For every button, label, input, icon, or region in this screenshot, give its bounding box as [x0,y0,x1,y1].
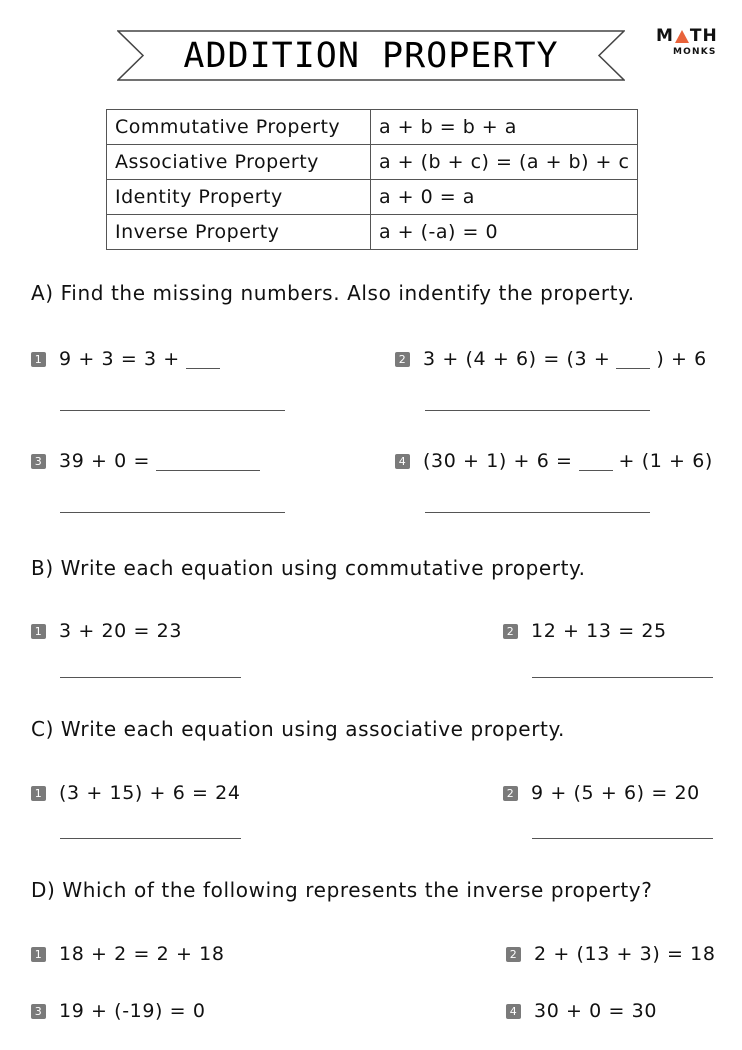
number-badge: 1 [31,624,46,639]
worksheet-title: ADDITION PROPERTY [183,35,559,76]
question-a4 [395,450,713,472]
number-badge: 3 [31,454,46,469]
number-badge: 1 [31,352,46,367]
property-rule: a + b = b + a [371,110,638,145]
question-text: 12 + 13 = 25 [531,620,667,642]
question-text-after: ) + 6 [656,348,707,370]
property-name: Associative Property [107,145,371,180]
fill-in-blank[interactable] [579,452,613,471]
answer-line[interactable] [532,838,713,839]
answer-line[interactable] [60,512,285,513]
answer-line[interactable] [425,512,650,513]
option-text: 30 + 0 = 30 [534,1000,658,1022]
answer-line[interactable] [425,410,650,411]
question-text: (30 + 1) + 6 = [423,450,573,472]
property-name: Commutative Property [107,110,371,145]
number-badge: 4 [395,454,410,469]
question-text: (3 + 15) + 6 = 24 [59,782,241,804]
table-row [107,180,638,215]
question-text-after: + (1 + 6) [618,450,713,472]
property-name: Identity Property [107,180,371,215]
question-a1 [31,348,226,370]
property-name: Inverse Property [107,215,371,250]
table-row [107,145,638,180]
question-a2 [395,348,707,370]
number-badge: 2 [503,624,518,639]
logo-text-right: TH [689,26,718,46]
logo-subtext: MONKS [673,47,717,57]
question-c1 [31,782,241,804]
number-badge: 3 [31,1004,46,1019]
option-text: 19 + (-19) = 0 [59,1000,206,1022]
title-banner [117,30,625,81]
properties-table [106,109,638,250]
option-text: 2 + (13 + 3) = 18 [534,943,716,965]
table-row [107,110,638,145]
property-rule: a + (b + c) = (a + b) + c [371,145,638,180]
number-badge: 1 [31,786,46,801]
triangle-icon [675,30,689,43]
question-text: 9 + (5 + 6) = 20 [531,782,700,804]
fill-in-blank[interactable] [186,350,220,369]
number-badge: 2 [506,947,521,962]
answer-line[interactable] [60,838,241,839]
fill-in-blank[interactable] [156,452,260,471]
option-text: 18 + 2 = 2 + 18 [59,943,225,965]
answer-line[interactable] [60,410,285,411]
question-text: 3 + (4 + 6) = (3 + [423,348,611,370]
question-text: 3 + 20 = 23 [59,620,183,642]
property-rule: a + (-a) = 0 [371,215,638,250]
question-text: 39 + 0 = [59,450,151,472]
question-text: 9 + 3 = 3 + [59,348,180,370]
option-d1[interactable] [31,943,225,965]
logo-text-left: M [656,26,674,46]
section-d-title: D) Which of the following represents the inverse property? [31,878,653,902]
answer-line[interactable] [60,677,241,678]
table-row [107,215,638,250]
math-monks-logo [656,28,716,57]
fill-in-blank[interactable] [616,350,650,369]
option-d2[interactable] [506,943,716,965]
option-d4[interactable] [506,1000,657,1022]
option-d3[interactable] [31,1000,206,1022]
question-b1 [31,620,182,642]
section-b-title: B) Write each equation using commutative property. [31,556,586,580]
number-badge: 2 [395,352,410,367]
property-rule: a + 0 = a [371,180,638,215]
question-c2 [503,782,700,804]
section-c-title: C) Write each equation using associative property. [31,717,566,741]
number-badge: 2 [503,786,518,801]
number-badge: 1 [31,947,46,962]
answer-line[interactable] [532,677,713,678]
question-b2 [503,620,667,642]
question-a3 [31,450,266,472]
section-a-title: A) Find the missing numbers. Also indentify the property. [31,281,635,305]
number-badge: 4 [506,1004,521,1019]
